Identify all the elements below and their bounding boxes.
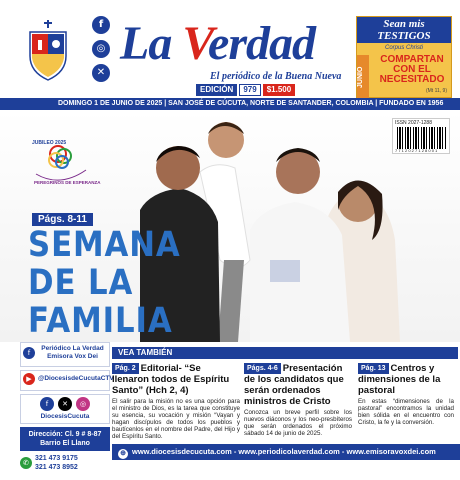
instagram-icon[interactable]: ◎ [92, 40, 110, 58]
whatsapp-icon: ✆ [20, 457, 32, 469]
promo-subtitle: Corpus Christi [384, 45, 423, 51]
youtube-icon: ▶ [23, 373, 35, 385]
masthead-tagline: El periódico de la Buena Nueva [210, 71, 342, 82]
x-icon: ✕ [58, 397, 72, 411]
hero-photo-area [0, 110, 460, 342]
promo-side-label: JUNIO [357, 55, 369, 99]
phone-numbers[interactable] [20, 454, 110, 472]
article-page-tag: Pág. 2 [112, 363, 139, 374]
article-page-tag: Pág. 13 [358, 363, 389, 374]
article-title-text: Centros y dimensiones de la pastoral [358, 363, 441, 396]
address: Dirección: Cl. 9 # 8-87 Barrio El Llano [20, 427, 110, 451]
promo-top: Sean mis TESTIGOS [357, 17, 451, 43]
article-candidates[interactable] [244, 363, 352, 437]
headline-line: SEMANA [28, 225, 181, 265]
promo-headline: COMPARTAN CON EL NECESITADO [379, 54, 445, 85]
article-title [244, 363, 352, 407]
price: $1.500 [263, 84, 295, 96]
promo-box [356, 16, 452, 98]
article-body: Conozca un breve perfil sobre los nuevos diáconos y los neo-presbíteros que serán ordenados el próximo sábado 14 de junio de 2025. [244, 409, 352, 437]
facebook-icon: f [23, 347, 35, 359]
article-editorial[interactable] [112, 363, 240, 440]
edition-label: EDICIÓN [196, 84, 237, 96]
masthead-title [120, 17, 316, 70]
facebook-icon: f [40, 397, 54, 411]
social-handles[interactable] [20, 394, 110, 424]
footer-links[interactable]: www.diocesisdecucuta.com - www.periodicolaverdad.com - www.emisoravoxdei.com [132, 447, 436, 456]
jubilee-top: JUBILEO 2025 [32, 140, 67, 146]
headline-line: FAMILIA [28, 301, 173, 341]
promo-ref: (Mt 11, 9) [425, 88, 447, 94]
social-icons [92, 16, 114, 88]
social-handle: DiocesisCucuta [40, 413, 90, 420]
hero-pages-tag: Págs. 8-11 [32, 213, 93, 226]
contact-sidebar [20, 342, 114, 480]
article-title-text: Editorial- “Se llenaron todos de Espíritu Santo” (Hch 2, 4) [112, 363, 230, 396]
youtube-contact[interactable] [20, 370, 114, 391]
article-body: El salir para la misión no es una opción para el ministro de Dios, es la tarea que constituye su esencia, su vocación y misión “Vayan y hagan discípulos de todos los pueblos y bautícenlos en el nombre del Padre, del Hijo y del Espíritu Santo. [112, 398, 240, 440]
article-title [358, 363, 454, 396]
facebook-icon[interactable]: f [92, 16, 110, 34]
article-title-text: Presentación de los candidatos que serán ordenados ministros de Cristo [244, 363, 344, 407]
masthead-title-pre: La [120, 17, 183, 70]
instagram-icon: ◎ [76, 397, 90, 411]
website-footer[interactable] [112, 444, 460, 460]
edition-info [196, 84, 297, 96]
jubilee-bottom: PEREGRINOS DE ESPERANZA [34, 180, 101, 185]
dateline: DOMINGO 1 DE JUNIO DE 2025 | SAN JOSÉ DE CÚCUTA, NORTE DE SANTANDER, COLOMBIA | FUNDADO EN 1956 [0, 98, 460, 110]
facebook-text: Periódico La Verdad Emisora Vox Dei [41, 345, 104, 360]
barcode-number: 7 7 1 2 0 2 7 1 2 8 0 0 1 [395, 148, 438, 153]
youtube-text: @DiocesisdeCucutaCTV [38, 375, 114, 382]
article-body: En estas “dimensiones de la pastoral” encontramos la unidad bien sólida en el encuentro con Cristo, la fe y la conversión. [358, 398, 454, 426]
jubilee-logo-icon [28, 130, 101, 190]
see-also-label: VEA TAMBIÉN [112, 347, 178, 359]
issn: ISSN 2027-1288 [395, 120, 432, 126]
masthead-area [0, 0, 460, 98]
globe-icon: ⊕ [118, 449, 128, 459]
x-icon[interactable]: ✕ [92, 64, 110, 82]
facebook-contact[interactable] [20, 342, 110, 367]
article-page-tag: Págs. 4-6 [244, 363, 281, 374]
headline-line: DE LA [28, 263, 134, 303]
article-pastoral[interactable] [358, 363, 454, 426]
masthead-title-post: erdad [208, 17, 316, 70]
diocese-crest-icon [24, 22, 72, 82]
phone-2: 321 473 8952 [35, 464, 78, 471]
masthead-title-v: V [182, 17, 209, 70]
hero-headline [28, 226, 204, 340]
phone-1: 321 473 9175 [35, 455, 78, 462]
article-title [112, 363, 240, 396]
edition-number: 979 [239, 84, 260, 96]
